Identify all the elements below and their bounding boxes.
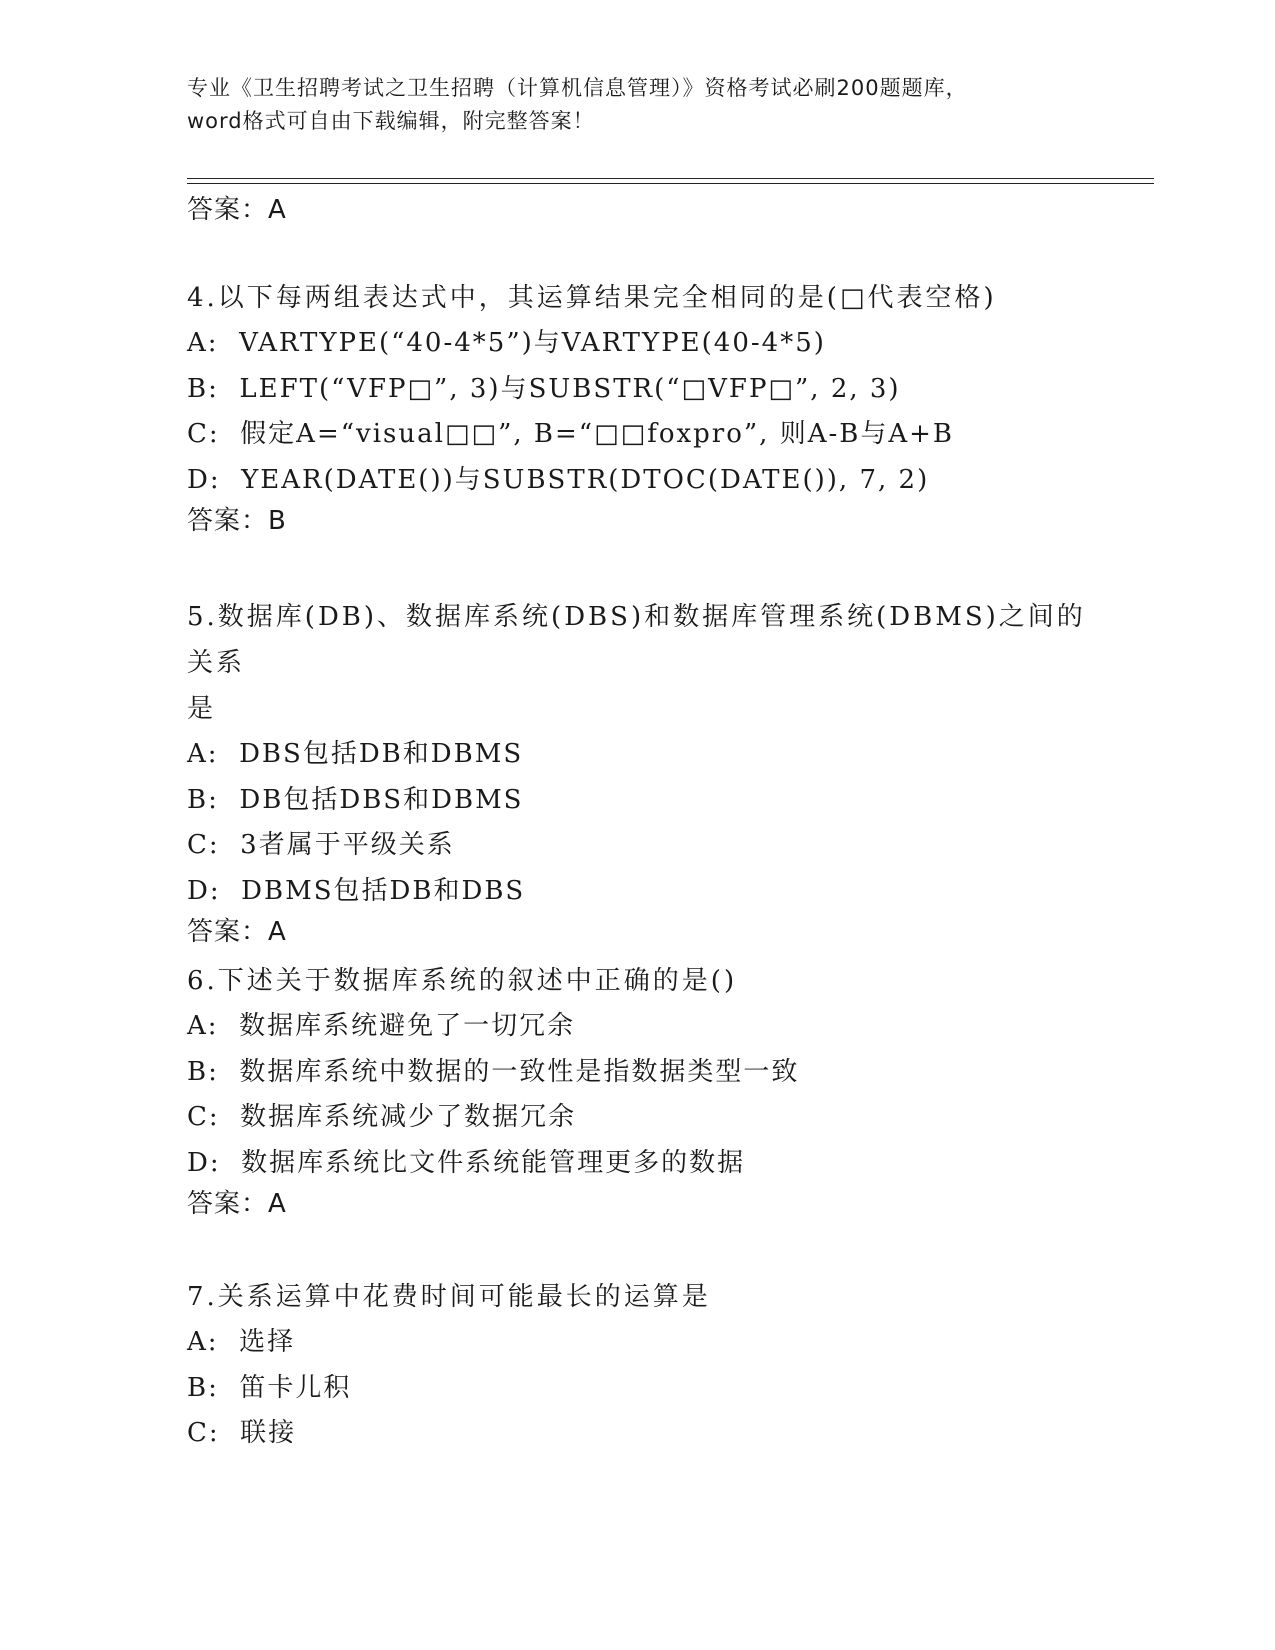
answer-line: 答案：A xyxy=(187,195,287,225)
option-d: D: DBMS包括DB和DBS xyxy=(187,875,526,906)
answer-line: 答案：B xyxy=(187,506,287,536)
question-text: 7.关系运算中花费时间可能最长的运算是 xyxy=(187,1282,711,1312)
option-c: C: 假定A=“visual□□”, B=“□□foxpro”, 则A-B与A+B xyxy=(187,419,955,449)
header-line-2: word格式可自由下载编辑，附完整答案！ xyxy=(187,109,595,133)
question-text: 6.下述关于数据库系统的叙述中正确的是() xyxy=(187,966,738,996)
option-b: B: 笛卡儿积 xyxy=(187,1372,352,1403)
question-5 xyxy=(187,594,1087,950)
option-a: A: 选择 xyxy=(187,1327,296,1357)
option-d: D: YEAR(DATE())与SUBSTR(DTOC(DATE()), 7, 2) xyxy=(187,464,930,495)
option-c: C: 3者属于平级关系 xyxy=(187,830,455,860)
question-7 xyxy=(187,1274,1087,1457)
option-b: B: 数据库系统中数据的一致性是指数据类型一致 xyxy=(187,1056,800,1087)
question-4 xyxy=(187,275,1087,539)
option-a: A: DBS包括DB和DBMS xyxy=(187,739,524,769)
header-divider-top xyxy=(187,178,1154,179)
question-text-line-1: 5.数据库(DB)、数据库系统(DBS)和数据库管理系统(DBMS)之间的关系 xyxy=(187,602,1086,678)
option-b: B: DB包括DBS和DBMS xyxy=(187,784,524,815)
header-divider-bottom xyxy=(187,183,1154,184)
option-c: C: 数据库系统减少了数据冗余 xyxy=(187,1102,577,1132)
header-line-1: 专业《卫生招聘考试之卫生招聘（计算机信息管理）》资格考试必刷200题题库， xyxy=(187,76,968,100)
question-text-line-2: 是 xyxy=(187,694,217,724)
document-header xyxy=(187,72,1087,138)
option-a: A: 数据库系统避免了一切冗余 xyxy=(187,1011,576,1041)
option-a: A: VARTYPE(“40-4*5”)与VARTYPE(40-4*5) xyxy=(187,328,826,358)
question-6 xyxy=(187,958,1087,1222)
answer-line: 答案：A xyxy=(187,1189,287,1219)
question-text: 4.以下每两组表达式中，其运算结果完全相同的是(□代表空格) xyxy=(187,283,997,313)
answer-line: 答案：A xyxy=(187,917,287,947)
option-b: B: LEFT(“VFP□”, 3)与SUBSTR(“□VFP□”, 2, 3) xyxy=(187,373,901,404)
option-d: D: 数据库系统比文件系统能管理更多的数据 xyxy=(187,1147,746,1178)
option-c: C: 联接 xyxy=(187,1418,297,1448)
